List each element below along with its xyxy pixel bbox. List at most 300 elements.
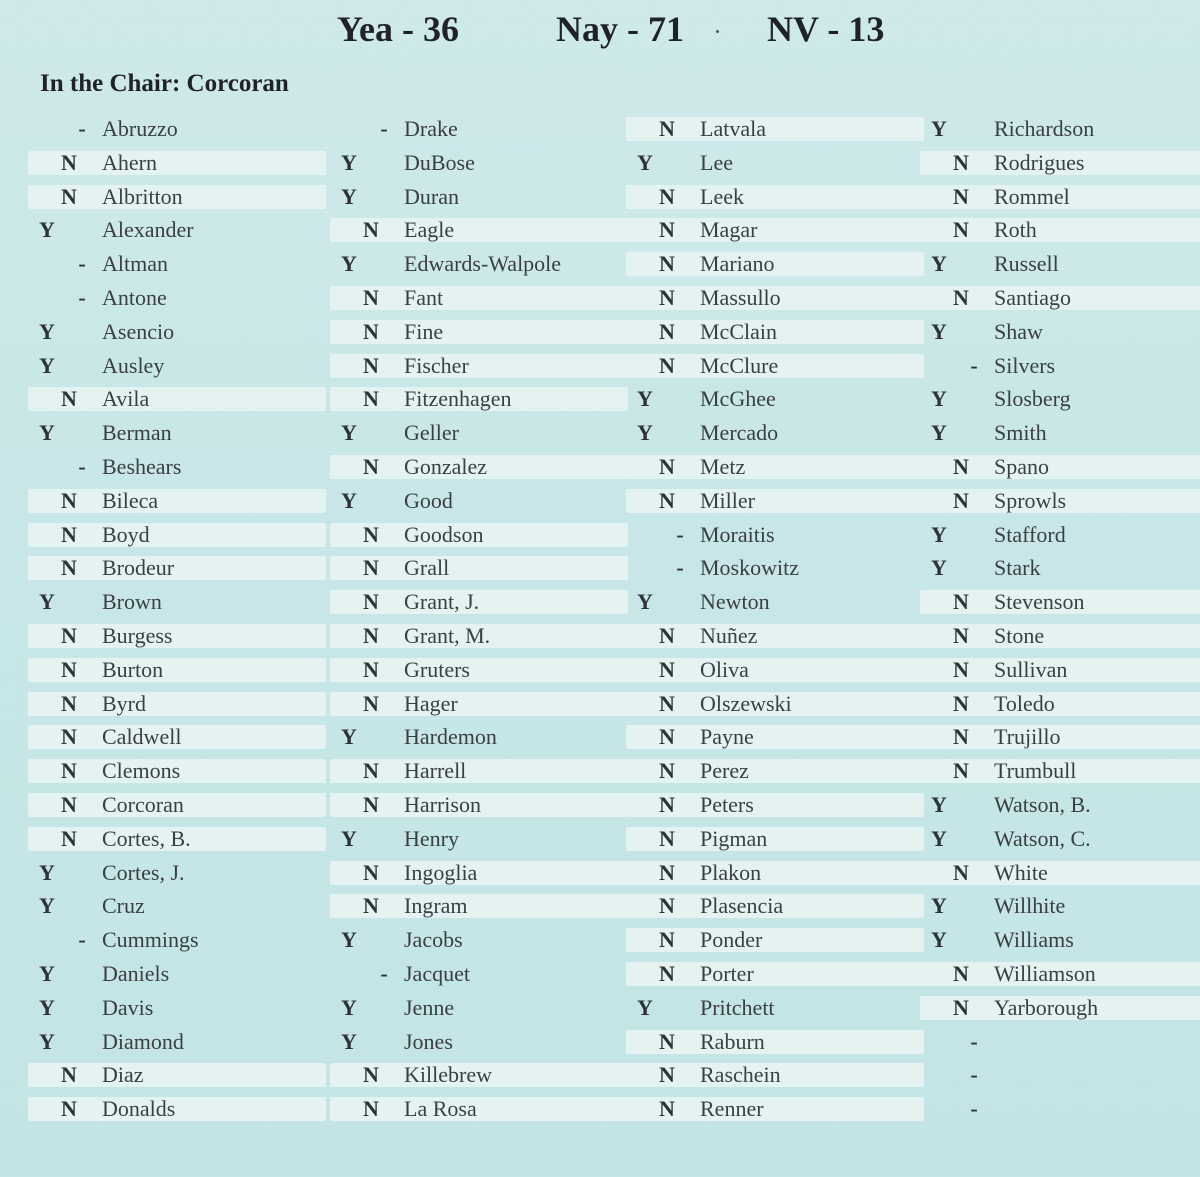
roll-row (920, 991, 1200, 1025)
member-name: Jenne (404, 994, 455, 1020)
vote-mark: N (61, 555, 77, 581)
member-name: Metz (700, 453, 746, 479)
vote-mark: Y (39, 318, 55, 344)
member-name: Asencio (102, 318, 175, 344)
member-name: Payne (700, 724, 754, 750)
roll-row (28, 720, 326, 754)
roll-column-4 (920, 112, 1200, 1126)
member-name: Berman (102, 420, 172, 446)
member-name: Burton (102, 656, 164, 682)
vote-mark: N (61, 690, 77, 716)
roll-row (28, 585, 326, 619)
roll-row (28, 991, 326, 1025)
vote-mark: Y (341, 487, 357, 513)
roll-row (920, 1092, 1200, 1126)
member-name: Albritton (102, 183, 183, 209)
roll-row (626, 247, 924, 281)
roll-row (28, 281, 326, 315)
vote-mark: Y (931, 420, 947, 446)
roll-column-3 (626, 112, 924, 1126)
member-name: Santiago (994, 284, 1071, 310)
roll-row (920, 754, 1200, 788)
roll-row (330, 112, 628, 146)
roll-row (920, 720, 1200, 754)
member-name: Fine (404, 318, 444, 344)
roll-row (330, 518, 628, 552)
vote-mark: N (363, 555, 379, 581)
vote-mark: N (363, 690, 379, 716)
roll-row (920, 1025, 1200, 1059)
member-name: Moraitis (700, 521, 775, 547)
member-name: Ponder (700, 927, 763, 953)
roll-row (920, 822, 1200, 856)
roll-row (920, 653, 1200, 687)
roll-row (626, 856, 924, 890)
roll-row (920, 687, 1200, 721)
vote-mark: N (363, 758, 379, 784)
vote-mark: N (363, 352, 379, 378)
roll-row (626, 720, 924, 754)
vote-mark: Y (637, 994, 653, 1020)
vote-mark: N (659, 893, 675, 919)
member-name: Nuñez (700, 622, 758, 648)
member-name: McClain (700, 318, 777, 344)
roll-row (626, 923, 924, 957)
member-name: Grall (404, 555, 450, 581)
vote-mark: N (363, 217, 379, 243)
roll-row (920, 619, 1200, 653)
vote-mark: - (676, 555, 684, 581)
member-name: Miller (700, 487, 755, 513)
vote-mark: N (659, 724, 675, 750)
vote-mark: - (970, 1062, 978, 1088)
vote-mark: Y (931, 116, 947, 141)
member-name: Jones (404, 1028, 453, 1054)
member-name: Clemons (102, 758, 181, 784)
member-name: Sullivan (994, 656, 1068, 682)
vote-mark: N (61, 825, 77, 851)
member-name: Stark (994, 555, 1041, 581)
roll-row (330, 957, 628, 991)
member-name: Hardemon (404, 724, 497, 750)
member-name: Peters (700, 791, 754, 817)
nv-total: NV - 13 (767, 9, 885, 49)
roll-row (626, 416, 924, 450)
member-name: Drake (404, 116, 458, 141)
vote-mark: N (363, 791, 379, 817)
roll-row (330, 923, 628, 957)
roll-row (28, 518, 326, 552)
vote-mark: N (953, 453, 969, 479)
vote-mark: N (659, 825, 675, 851)
vote-mark: Y (637, 386, 653, 412)
member-name: Harrell (404, 758, 467, 784)
yea-total: Yea - 36 (337, 9, 459, 49)
vote-totals (0, 8, 1200, 58)
member-name: Brown (102, 589, 162, 615)
member-name: McClure (700, 352, 779, 378)
roll-row (28, 315, 326, 349)
roll-row (626, 889, 924, 923)
vote-mark: N (61, 149, 77, 175)
roll-column-1 (28, 112, 326, 1126)
vote-mark: N (659, 1096, 675, 1122)
vote-mark: Y (341, 183, 357, 209)
roll-row (626, 112, 924, 146)
member-name: Leek (700, 183, 744, 209)
vote-mark: N (659, 656, 675, 682)
vote-mark: Y (341, 420, 357, 446)
vote-mark: N (953, 183, 969, 209)
roll-row (28, 450, 326, 484)
roll-row (626, 450, 924, 484)
vote-mark: N (61, 724, 77, 750)
member-name: Stafford (994, 521, 1066, 547)
roll-row (920, 349, 1200, 383)
roll-row (330, 416, 628, 450)
vote-mark: - (78, 927, 86, 953)
vote-mark: Y (931, 555, 947, 581)
member-name: Corcoran (102, 791, 184, 817)
member-name: Slosberg (994, 386, 1071, 412)
vote-mark: Y (341, 994, 357, 1020)
vote-mark: N (61, 791, 77, 817)
vote-mark: N (61, 1096, 77, 1122)
roll-row (28, 1025, 326, 1059)
vote-mark: N (363, 1096, 379, 1122)
member-name: Renner (700, 1096, 764, 1122)
member-name: Geller (404, 420, 459, 446)
vote-mark: N (659, 960, 675, 986)
roll-row (626, 585, 924, 619)
member-name: Caldwell (102, 724, 182, 750)
roll-row (330, 754, 628, 788)
member-name: La Rosa (404, 1096, 477, 1122)
vote-mark: Y (637, 420, 653, 446)
member-name: Stevenson (994, 589, 1085, 615)
separator-dot (716, 30, 719, 33)
member-name: Massullo (700, 284, 781, 310)
roll-row (28, 180, 326, 214)
vote-mark: N (953, 960, 969, 986)
roll-row (920, 112, 1200, 146)
nay-total: Nay - 71 (556, 9, 684, 49)
roll-row (28, 923, 326, 957)
roll-row (626, 213, 924, 247)
member-name: Willhite (994, 893, 1066, 919)
member-name: Toledo (994, 690, 1055, 716)
roll-row (28, 382, 326, 416)
member-name: Williamson (994, 960, 1096, 986)
roll-row (626, 518, 924, 552)
roll-row (28, 788, 326, 822)
member-name: Raburn (700, 1028, 765, 1054)
roll-row (28, 1058, 326, 1092)
roll-row (28, 856, 326, 890)
member-name: Rodrigues (994, 149, 1085, 175)
roll-row (330, 687, 628, 721)
member-name: Williams (994, 927, 1074, 953)
roll-row (330, 788, 628, 822)
member-name: Smith (994, 420, 1047, 446)
member-name: Ausley (102, 352, 165, 378)
roll-row (28, 619, 326, 653)
member-name: Yarborough (994, 994, 1099, 1020)
vote-mark: N (659, 217, 675, 243)
member-name: Porter (700, 960, 754, 986)
vote-mark: Y (39, 589, 55, 615)
member-name: Hager (404, 690, 458, 716)
member-name: Antone (102, 284, 167, 310)
member-name: Killebrew (404, 1062, 492, 1088)
vote-mark: N (659, 859, 675, 885)
roll-row (626, 822, 924, 856)
roll-row (626, 484, 924, 518)
member-name: Trumbull (994, 758, 1077, 784)
member-name: Davis (102, 994, 154, 1020)
roll-row (920, 957, 1200, 991)
vote-mark: N (363, 386, 379, 412)
vote-mark: Y (931, 251, 947, 277)
roll-row (920, 213, 1200, 247)
member-name: Perez (700, 758, 749, 784)
member-name: Sprowls (994, 487, 1067, 513)
vote-mark: Y (931, 927, 947, 953)
roll-row (28, 653, 326, 687)
member-name: Burgess (102, 622, 173, 648)
member-name: McGhee (700, 386, 776, 412)
vote-mark: N (61, 386, 77, 412)
member-name: Brodeur (102, 555, 175, 581)
member-name: Fant (404, 284, 444, 310)
member-name: Donalds (102, 1096, 176, 1122)
roll-row (28, 146, 326, 180)
member-name: Spano (994, 453, 1049, 479)
roll-row (330, 146, 628, 180)
roll-row (920, 788, 1200, 822)
roll-row (28, 687, 326, 721)
vote-mark: N (659, 758, 675, 784)
member-name: Watson, C. (994, 825, 1091, 851)
vote-mark: - (78, 116, 86, 141)
vote-mark: N (61, 521, 77, 547)
roll-row (330, 315, 628, 349)
roll-row (330, 213, 628, 247)
vote-mark: N (363, 521, 379, 547)
roll-row (330, 1025, 628, 1059)
member-name: Shaw (994, 318, 1043, 344)
vote-mark: N (659, 791, 675, 817)
member-name: Fischer (404, 352, 469, 378)
roll-row (920, 180, 1200, 214)
member-name: Daniels (102, 960, 170, 986)
member-name: Duran (404, 183, 459, 209)
roll-row (330, 822, 628, 856)
vote-mark: N (953, 724, 969, 750)
member-name: Cummings (102, 927, 199, 953)
member-name: Roth (994, 217, 1037, 243)
vote-mark: N (659, 927, 675, 953)
vote-mark: Y (341, 149, 357, 175)
member-name: Ingoglia (404, 859, 478, 885)
roll-row (28, 247, 326, 281)
member-name: Mariano (700, 251, 775, 277)
roll-row (920, 856, 1200, 890)
vote-mark: N (61, 622, 77, 648)
roll-row (626, 1025, 924, 1059)
vote-mark: Y (341, 927, 357, 953)
vote-mark: N (953, 690, 969, 716)
member-name: Fitzenhagen (404, 386, 512, 412)
vote-mark: N (363, 622, 379, 648)
vote-mark: N (659, 116, 675, 141)
roll-row (626, 788, 924, 822)
roll-row (330, 585, 628, 619)
roll-row (626, 315, 924, 349)
roll-row (626, 281, 924, 315)
roll-row (626, 1058, 924, 1092)
roll-column-2 (330, 112, 628, 1126)
member-name: Mercado (700, 420, 779, 446)
roll-row (330, 720, 628, 754)
member-name: Bileca (102, 487, 159, 513)
roll-row (920, 551, 1200, 585)
vote-mark: Y (341, 825, 357, 851)
member-name: Plasencia (700, 893, 784, 919)
vote-mark: - (970, 1028, 978, 1054)
roll-row (920, 585, 1200, 619)
member-name: Ahern (102, 149, 157, 175)
member-name: DuBose (404, 149, 475, 175)
member-name: Eagle (404, 217, 455, 243)
roll-row (920, 450, 1200, 484)
roll-row (920, 1058, 1200, 1092)
vote-mark: Y (341, 1028, 357, 1054)
member-name: White (994, 859, 1048, 885)
vote-mark: N (363, 284, 379, 310)
member-name: Diaz (102, 1062, 144, 1088)
member-name: Plakon (700, 859, 762, 885)
vote-mark: - (380, 116, 388, 141)
roll-row (28, 416, 326, 450)
vote-mark: - (970, 352, 978, 378)
member-name: Abruzzo (102, 116, 178, 141)
vote-mark: Y (931, 521, 947, 547)
member-name: Boyd (102, 521, 150, 547)
member-name: Russell (994, 251, 1059, 277)
vote-mark: N (363, 589, 379, 615)
roll-row (330, 180, 628, 214)
vote-mark: N (953, 217, 969, 243)
roll-row (626, 349, 924, 383)
member-name: Trujillo (994, 724, 1061, 750)
roll-row (920, 146, 1200, 180)
vote-mark: N (953, 622, 969, 648)
roll-row (920, 382, 1200, 416)
roll-row (330, 1058, 628, 1092)
roll-row (920, 889, 1200, 923)
roll-row (626, 754, 924, 788)
vote-mark: N (953, 589, 969, 615)
roll-row (626, 1092, 924, 1126)
vote-mark: N (61, 183, 77, 209)
member-name: Altman (102, 251, 168, 277)
vote-mark: N (659, 1028, 675, 1054)
vote-mark: N (659, 318, 675, 344)
member-name: Ingram (404, 893, 468, 919)
member-name: Grant, J. (404, 589, 480, 615)
vote-mark: N (953, 284, 969, 310)
member-name: Alexander (102, 217, 194, 243)
roll-row (626, 146, 924, 180)
vote-mark: N (953, 994, 969, 1020)
member-name: Cruz (102, 893, 145, 919)
roll-row (28, 1092, 326, 1126)
vote-mark: Y (39, 960, 55, 986)
roll-row (330, 856, 628, 890)
member-name: Jacobs (404, 927, 463, 953)
vote-mark: N (659, 284, 675, 310)
vote-mark: N (61, 1062, 77, 1088)
vote-mark: N (61, 758, 77, 784)
vote-mark: Y (39, 217, 55, 243)
member-name: Silvers (994, 352, 1056, 378)
vote-mark: N (363, 859, 379, 885)
member-name: Harrison (404, 791, 481, 817)
vote-mark: N (953, 149, 969, 175)
vote-mark: Y (931, 893, 947, 919)
roll-row (920, 484, 1200, 518)
roll-row (330, 991, 628, 1025)
member-name: Rommel (994, 183, 1070, 209)
roll-row (626, 687, 924, 721)
roll-row (920, 315, 1200, 349)
roll-row (28, 889, 326, 923)
vote-mark: Y (39, 893, 55, 919)
vote-mark: Y (39, 1028, 55, 1054)
roll-row (28, 551, 326, 585)
roll-row (28, 822, 326, 856)
member-name: Watson, B. (994, 791, 1091, 817)
vote-mark: Y (341, 251, 357, 277)
roll-row (28, 213, 326, 247)
vote-mark: N (363, 318, 379, 344)
vote-mark: N (61, 487, 77, 513)
member-name: Edwards-Walpole (404, 251, 562, 277)
vote-mark: Y (341, 724, 357, 750)
vote-mark: Y (931, 825, 947, 851)
member-name: Cortes, B. (102, 825, 191, 851)
roll-row (920, 416, 1200, 450)
vote-mark: N (363, 656, 379, 682)
member-name: Moskowitz (700, 555, 799, 581)
member-name: Henry (404, 825, 459, 851)
vote-mark: Y (931, 386, 947, 412)
vote-mark: N (659, 622, 675, 648)
roll-row (626, 382, 924, 416)
vote-mark: Y (637, 589, 653, 615)
member-name: Latvala (700, 116, 766, 141)
vote-mark: - (380, 960, 388, 986)
roll-row (28, 349, 326, 383)
member-name: Gruters (404, 656, 470, 682)
member-name: Cortes, J. (102, 859, 185, 885)
member-name: Magar (700, 217, 758, 243)
vote-mark: N (953, 859, 969, 885)
roll-row (28, 112, 326, 146)
vote-mark: N (659, 183, 675, 209)
roll-row (330, 349, 628, 383)
